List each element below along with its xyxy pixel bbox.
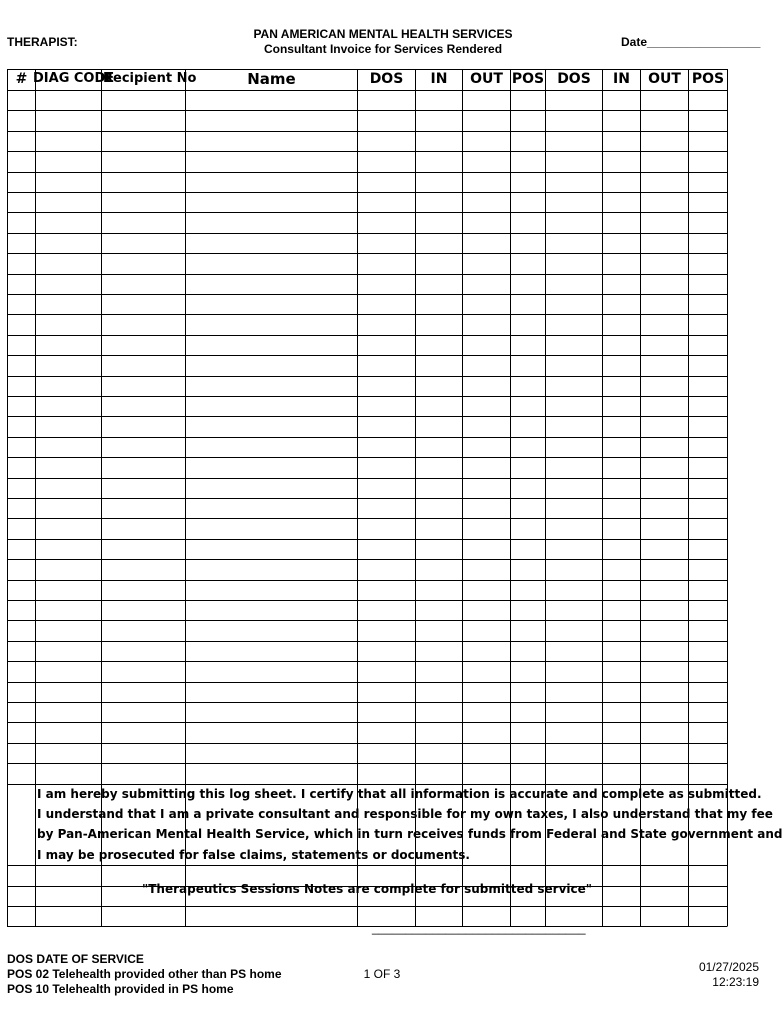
therapist-label: THERAPIST: xyxy=(7,35,78,49)
legend-dos: DOS DATE OF SERVICE xyxy=(7,952,144,966)
column-header-out: OUT xyxy=(470,71,503,87)
date-field[interactable]: Date_________________ xyxy=(621,35,761,49)
column-header-name: Name xyxy=(247,70,296,88)
column-header-diag-code: DIAG CODE xyxy=(33,71,115,86)
column-header-in: IN xyxy=(613,71,630,87)
column-header-pos: POS xyxy=(691,71,725,87)
legend-pos-10: POS 10 Telehealth provided in PS home xyxy=(7,982,234,996)
column-header-in: IN xyxy=(430,71,448,87)
notes-statement: "Therapeutics Sessions Notes are complete for submitted service" xyxy=(141,882,593,896)
legend-pos-02: POS 02 Telehealth provided other than PS home xyxy=(7,967,282,981)
column-header-recipient-no: Recipient No xyxy=(103,71,197,86)
column-header-dos: DOS xyxy=(369,71,404,87)
column-header-out: OUT xyxy=(648,71,681,87)
column-header-pos: POS xyxy=(511,71,545,87)
certification-line: I am hereby submitting this log sheet. I certify that all information is accurate and complete as submitted. xyxy=(37,787,762,801)
certification-line: by Pan-American Mental Health Service, which in turn receives funds from Federal and State government and xyxy=(37,827,783,841)
print-time: 12:23:19 xyxy=(712,975,759,989)
certification-line: I understand that I am a private consultant and responsible for my own taxes, I also understand that my fee xyxy=(37,807,773,821)
org-name: PAN AMERICAN MENTAL HEALTH SERVICES xyxy=(253,27,513,41)
print-date: 01/27/2025 xyxy=(698,960,759,974)
signature-line[interactable]: ________________________________ xyxy=(372,921,586,935)
page-number: 1 OF 3 xyxy=(363,967,401,981)
column-header-dos: DOS xyxy=(557,71,591,87)
column-header-: # xyxy=(15,71,28,87)
invoice-title: Consultant Invoice for Services Rendered xyxy=(263,42,503,56)
certification-line: I may be prosecuted for false claims, statements or documents. xyxy=(37,848,470,862)
